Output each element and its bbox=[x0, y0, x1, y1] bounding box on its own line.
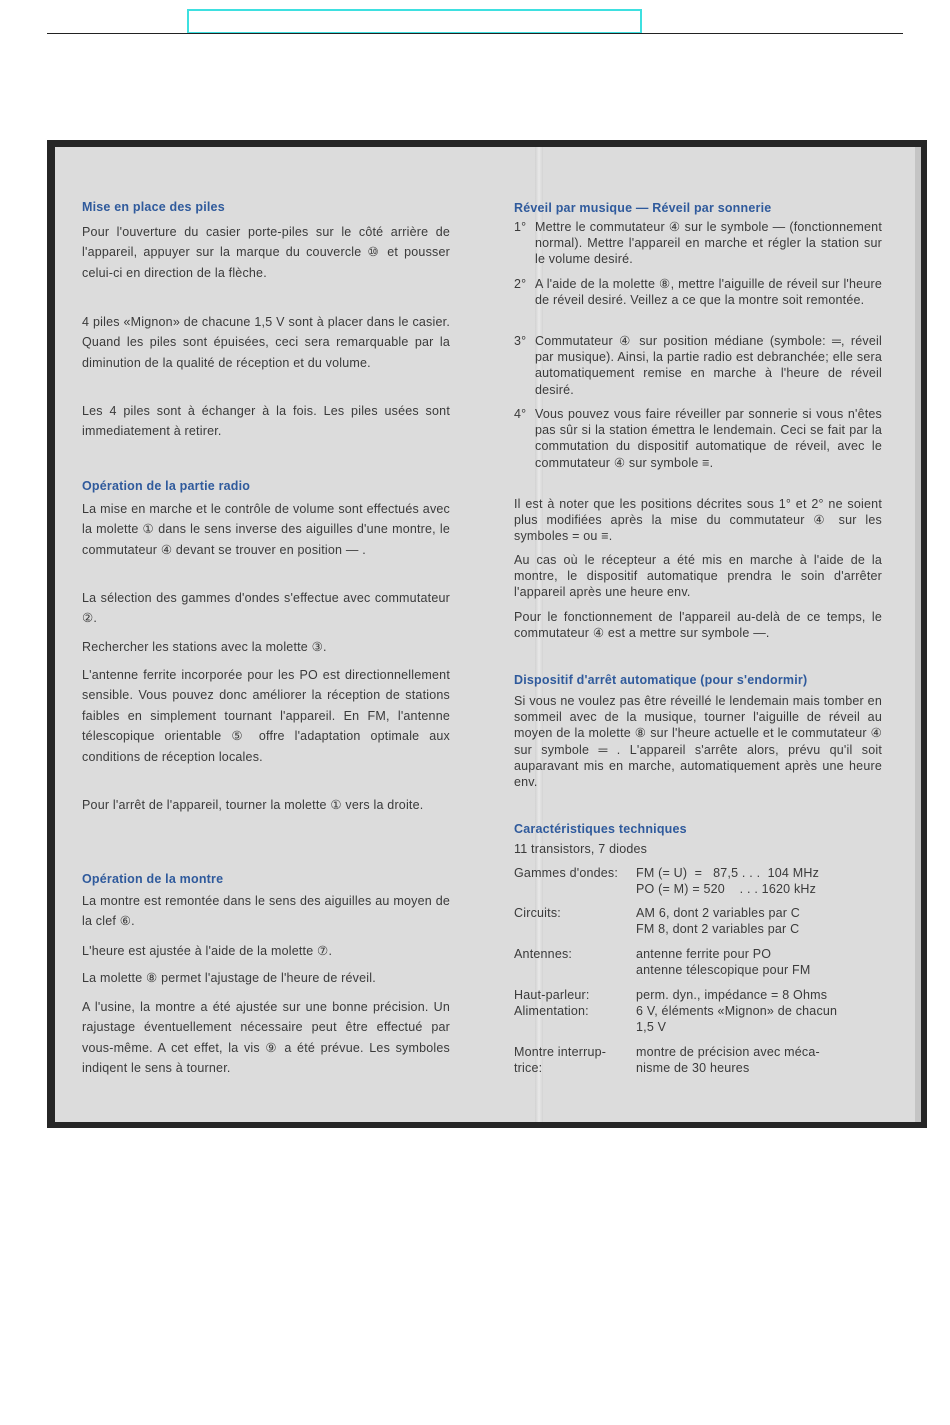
spec-label: Antennes: bbox=[514, 947, 573, 961]
section-heading-caracteristiques: Caractéristiques techniques bbox=[514, 822, 687, 836]
paragraph: Pour l'ouverture du casier porte-piles sur le côté arrière de l'appareil, appuyer sur la marque du couvercle ⑩ et pousser celui-ci en direction de la flèche. bbox=[82, 225, 450, 280]
item-number: 1° bbox=[514, 220, 527, 234]
paragraph: A l'usine, la montre a été ajustée sur une bonne précision. Un rajustage éventuellement nécessaire peut être effectué par vous-même. A cet effet, la vis ⑨ a été prévue. Les symboles indiqent le sens à tourner. bbox=[82, 1000, 450, 1076]
section-heading-montre: Opération de la montre bbox=[82, 872, 224, 886]
section-heading-radio: Opération de la partie radio bbox=[82, 479, 251, 493]
list-item: A l'aide de la molette ⑧, mettre l'aiguille de réveil sur l'heure de réveil desiré. Veillez a ce que la montre soit remontée. bbox=[535, 277, 882, 308]
paragraph: Si vous ne voulez pas être réveillé le lendemain mais tomber en sommeil avec de la musique, tourner l'aiguille de réveil au moyen de la molette ⑧ sur l'heure actuelle et le commutateur ④ sur symbole ═ . L'appareil s'arrête alors, prévu qu'il soit auparavant mis en marche, automatiquement après une heure env. bbox=[514, 694, 882, 790]
list-item: Mettre le commutateur ④ sur le symbole — (fonctionnement normal). Mettre l'appareil en marche et régler la station sur le volume desiré. bbox=[535, 220, 882, 267]
spec-label: Gammes d'ondes: bbox=[514, 866, 619, 880]
paragraph: Rechercher les stations avec la molette ③. bbox=[82, 640, 327, 654]
paragraph: Au cas où le récepteur a été mis en marche à l'aide de la montre, le dispositif automatique prendra le soin d'arrêter l'appareil après une heure env. bbox=[514, 553, 882, 600]
section-heading-arret: Dispositif d'arrêt automatique (pour s'endormir) bbox=[514, 673, 808, 687]
paragraph: La montre est remontée dans le sens des aiguilles au moyen de la clef ⑥. bbox=[82, 894, 450, 929]
paragraph: La mise en marche et le contrôle de volume sont effectués avec la molette ① dans le sens inverse des aiguilles d'une montre, le commutateur ④ devant se trouver en position — . bbox=[82, 502, 450, 557]
header-rule bbox=[47, 33, 903, 34]
paragraph: L'antenne ferrite incorporée pour les PO est directionnellement sensible. Vous pouvez donc améliorer la réception de stations faibles en simplement tournant l'appareil. En FM, l'antenne télescopique orientable ⑤ offre l'adaptation optimale aux conditions de réception locales. bbox=[82, 668, 450, 764]
spec-label: Alimentation: bbox=[514, 1004, 589, 1018]
spec-value: AM 6, dont 2 variables par C FM 8, dont 2 variables par C bbox=[636, 906, 801, 937]
item-number: 4° bbox=[514, 407, 527, 421]
paragraph: Pour le fonctionnement de l'appareil au-delà de ce temps, le commutateur ④ est a mettre sur symbole —. bbox=[514, 610, 882, 641]
spec-label: Circuits: bbox=[514, 906, 561, 920]
spec-value: montre de précision avec méca- nisme de 30 heures bbox=[636, 1045, 820, 1076]
list-item: Vous pouvez vous faire réveiller par sonnerie si vous n'êtes pas sûr si la station émettra le lendemain. Ceci se fait par la commutation du dispositif automatique de réveil, avec le commutateur ④ sur symbole ≡. bbox=[535, 407, 882, 470]
item-number: 2° bbox=[514, 277, 527, 291]
highlight-box bbox=[187, 9, 642, 34]
paragraph: La sélection des gammes d'ondes s'effectue avec commutateur ②. bbox=[82, 591, 450, 626]
spec-label: Montre interrup- trice: bbox=[514, 1045, 607, 1076]
item-number: 3° bbox=[514, 334, 527, 348]
paragraph: 4 piles «Mignon» de chacune 1,5 V sont à placer dans le casier. Quand les piles sont épuisées, ceci sera remarquable par la diminution de la qualité de réception et du volume. bbox=[82, 315, 450, 370]
paragraph: La molette ⑧ permet l'ajustage de l'heure de réveil. bbox=[82, 971, 376, 985]
scanned-leaflet bbox=[55, 147, 921, 1122]
section-heading-reveil: Réveil par musique — Réveil par sonnerie bbox=[514, 201, 772, 215]
paragraph: L'heure est ajustée à l'aide de la molette ⑦. bbox=[82, 944, 333, 958]
spec-value: antenne ferrite pour PO antenne télescopique pour FM bbox=[636, 947, 811, 978]
paragraph: Il est à noter que les positions décrites sous 1° et 2° ne soient plus modifiées après la mise du commutateur ④ sur les symboles = ou ≡. bbox=[514, 497, 882, 544]
spec-value: perm. dyn., impédance = 8 Ohms bbox=[636, 988, 828, 1002]
spec-value: 6 V, éléments «Mignon» de chacun 1,5 V bbox=[636, 1004, 838, 1035]
page-edge-shadow bbox=[915, 147, 921, 1122]
paragraph: Les 4 piles sont à échanger à la fois. Les piles usées sont immediatement à retirer. bbox=[82, 404, 450, 439]
paragraph: Pour l'arrêt de l'appareil, tourner la molette ① vers la droite. bbox=[82, 798, 424, 812]
section-heading-piles: Mise en place des piles bbox=[82, 200, 225, 214]
paragraph: 11 transistors, 7 diodes bbox=[514, 842, 648, 856]
list-item: Commutateur ④ sur position médiane (symbole: ═, réveil par musique). Ainsi, la partie radio est debranchée; elle sera automatiquement remise en marche à l'heure de réveil desiré. bbox=[535, 334, 882, 397]
spec-label: Haut-parleur: bbox=[514, 988, 590, 1002]
spec-value: FM (= U) = 87,5 . . . 104 MHz PO (= M) = 520 . . . 1620 kHz bbox=[636, 866, 820, 897]
